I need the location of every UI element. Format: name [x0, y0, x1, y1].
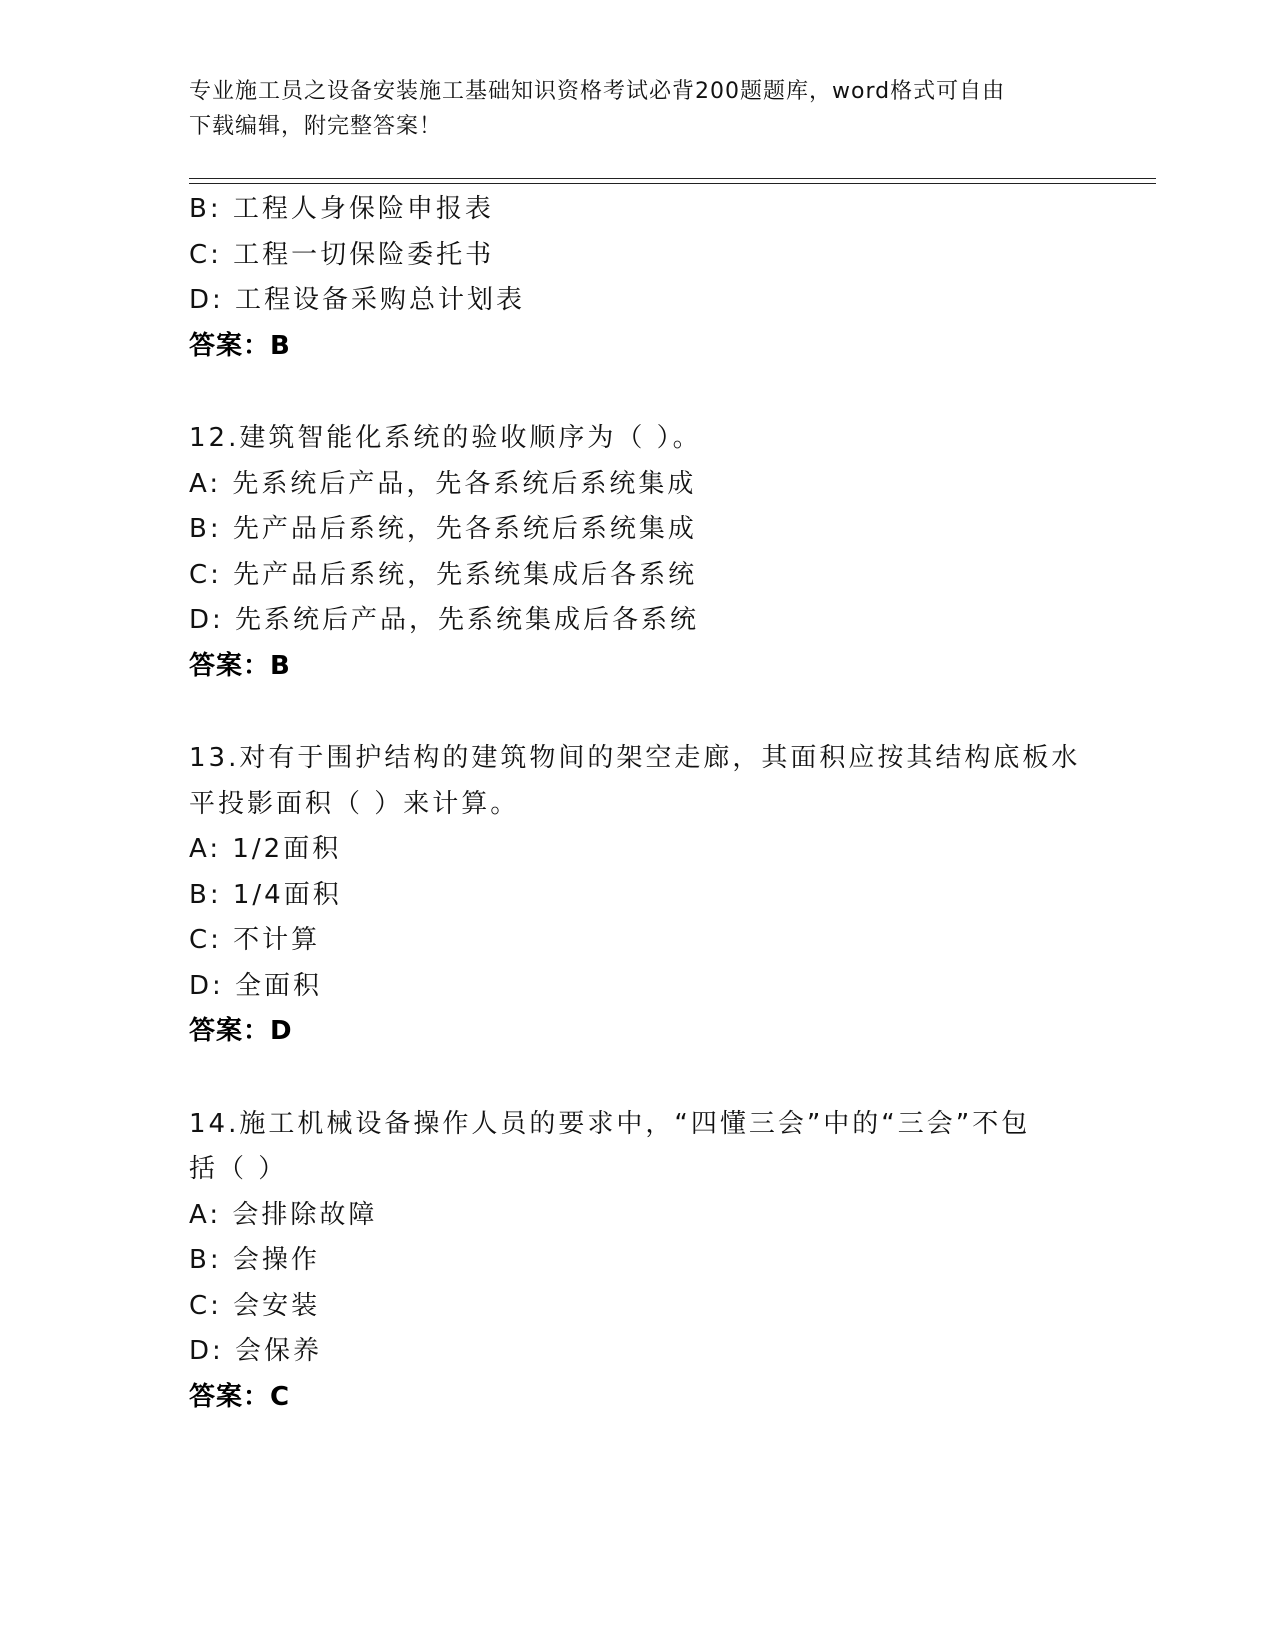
- question-stem-line2: 平投影面积（ ）来计算。: [189, 788, 520, 819]
- option-a: A: 先系统后产品，先各系统后系统集成: [189, 468, 697, 499]
- option-b: B: 先产品后系统，先各系统后系统集成: [189, 514, 697, 544]
- option-c: C: 工程一切保险委托书: [189, 239, 495, 270]
- answer-label: 答案：C: [189, 1381, 291, 1412]
- question-14: [189, 1102, 1129, 1421]
- question-stem-line1: 13.对有于围护结构的建筑物间的架空走廊，其面积应按其结构底板水: [189, 743, 1081, 773]
- question-stem-line2: 括（ ）: [189, 1154, 288, 1184]
- answer-label: 答案：D: [189, 1016, 293, 1046]
- spacer: [189, 689, 1129, 736]
- header-divider-top: [189, 178, 1156, 179]
- answer-label: 答案：B: [189, 650, 291, 681]
- question-stem: 12.建筑智能化系统的验收顺序为（ ）。: [189, 423, 702, 453]
- spacer: [189, 369, 1129, 416]
- option-a: A: 会排除故障: [189, 1199, 378, 1230]
- question-12: [189, 416, 1129, 689]
- option-d: D: 全面积: [189, 970, 323, 1001]
- option-d: D: 先系统后产品，先系统集成后各系统: [189, 605, 700, 635]
- option-b: B: 工程人身保险申报表: [189, 194, 494, 224]
- option-d: D: 工程设备采购总计划表: [189, 285, 526, 315]
- answer-label: 答案：B: [189, 330, 291, 361]
- option-c: C: 会安装: [189, 1290, 321, 1321]
- question-11-continued: [189, 187, 1129, 369]
- option-b: B: 会操作: [189, 1245, 320, 1275]
- option-d: D: 会保养: [189, 1336, 323, 1366]
- header-divider-bottom: [189, 183, 1156, 184]
- spacer: [189, 1055, 1129, 1102]
- header-title-line2: 下载编辑，附完整答案！: [189, 114, 443, 139]
- option-c: C: 先产品后系统，先系统集成后各系统: [189, 559, 698, 590]
- question-13: [189, 736, 1129, 1055]
- option-b: B: 1/4面积: [189, 879, 342, 910]
- question-list: [189, 187, 1129, 1420]
- option-c: C: 不计算: [189, 925, 321, 955]
- document-header: [189, 74, 1069, 144]
- header-title-line1: 专业施工员之设备安装施工基础知识资格考试必背200题题库，word格式可自由: [189, 79, 1006, 104]
- option-a: A: 1/2面积: [189, 834, 342, 864]
- question-stem-line1: 14.施工机械设备操作人员的要求中，“四懂三会”中的“三会”不包: [189, 1108, 1031, 1139]
